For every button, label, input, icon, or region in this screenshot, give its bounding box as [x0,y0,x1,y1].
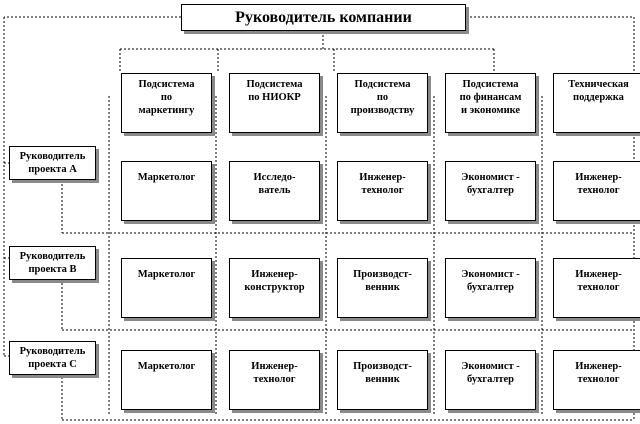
cell-a-marketing: Маркетолог [121,161,212,221]
cell-a-production: Инженер- технолог [337,161,428,221]
project-manager-c-box: Руководитель проекта С [9,341,96,375]
cell-b-production: Производст- венник [337,258,428,318]
cell-a-finance: Экономист - бухгалтер [445,161,536,221]
subsystem-marketing-box: Подсистема по маркетингу [121,73,212,133]
cell-b-finance: Экономист - бухгалтер [445,258,536,318]
subsystem-support-box: Техническая поддержка [553,73,640,133]
project-manager-b-box: Руководитель проекта В [9,246,96,280]
cell-b-marketing: Маркетолог [121,258,212,318]
project-manager-a-box: Руководитель проекта А [9,146,96,180]
cell-c-support: Инженер- технолог [553,350,640,410]
cell-c-finance: Экономист - бухгалтер [445,350,536,410]
cell-a-support: Инженер- технолог [553,161,640,221]
subsystem-production-box: Подсистема по производству [337,73,428,133]
cell-c-rnd: Инженер- технолог [229,350,320,410]
cell-a-rnd: Исследо- ватель [229,161,320,221]
subsystem-rnd-box: Подсистема по НИОКР [229,73,320,133]
company-head-box: Руководитель компании [181,4,466,31]
cell-b-rnd: Инженер- конструктор [229,258,320,318]
cell-c-marketing: Маркетолог [121,350,212,410]
cell-b-support: Инженер- технолог [553,258,640,318]
subsystem-finance-box: Подсистема по финансам и экономике [445,73,536,133]
cell-c-production: Производст- венник [337,350,428,410]
